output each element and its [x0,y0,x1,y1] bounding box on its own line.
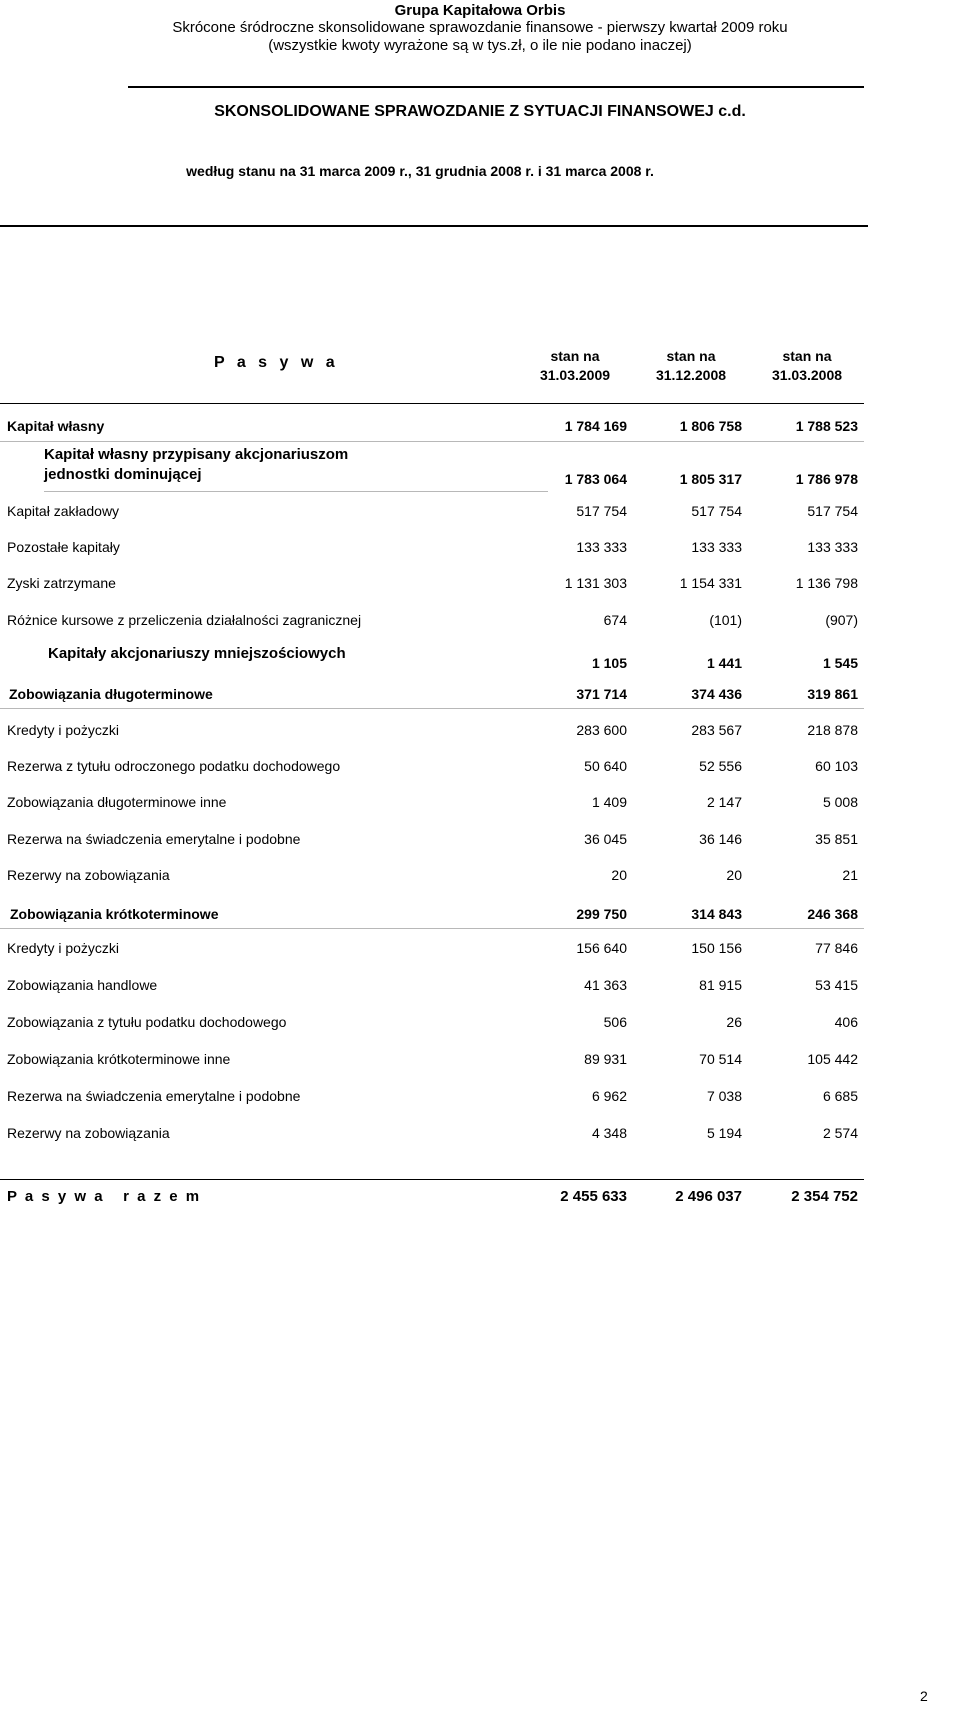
table-row [0,831,860,851]
row-label: Zobowiązania długoterminowe inne [7,794,227,810]
row-value-2008-12: 2 496 037 [675,1188,742,1205]
row-value-2008-12: 70 514 [699,1051,742,1067]
row-value-2009-03: 36 045 [584,831,627,847]
row-value-2008-12: 36 146 [699,831,742,847]
row-value-2009-03: 6 962 [591,1088,627,1104]
row-value-2008-03: 1 136 798 [795,575,858,591]
row-label-line2: jednostki dominującej [44,466,202,483]
row-value-2009-03: 517 754 [576,503,627,519]
table-row [0,977,860,997]
table-row [0,575,860,595]
row-value-2008-12: (101) [709,612,742,628]
column-header-2-line1: stan na [666,348,716,364]
row-value-2008-03: 319 861 [807,686,858,702]
row-value-2008-12: 1 154 331 [679,575,742,591]
row-label: Rezerwa z tytułu odroczonego podatku dochodowego [7,758,341,774]
row-value-2009-03: 4 348 [591,1125,627,1141]
row-value-2009-03: 1 784 169 [564,418,627,434]
table-row [0,686,860,706]
column-header-1-line2: 31.03.2009 [539,367,611,383]
column-header-3-line2: 31.03.2008 [771,367,843,383]
row-value-2008-03: 53 415 [815,977,858,993]
header-rule [128,86,864,88]
row-label: Pozostałe kapitały [7,539,120,555]
table-row [0,612,860,632]
row-label: Różnice kursowe z przeliczenia działalności zagranicznej [7,612,362,628]
column-header-3-line1: stan na [782,348,832,364]
currency-note: (wszystkie kwoty wyrażone są w tys.zł, o ile nie podano inaczej) [268,37,692,54]
row-value-2008-12: 1 805 317 [679,471,742,487]
row-value-2009-03: 2 455 633 [560,1188,627,1205]
column-header-1 [520,347,630,385]
row-value-2008-03: 5 008 [822,794,858,810]
row-value-2008-03: 2 574 [822,1125,858,1141]
column-header-3 [752,347,862,385]
table-row [0,645,860,685]
table-row [0,722,860,742]
row-value-2008-03: 406 [834,1014,858,1030]
table-row [0,906,860,926]
row-value-2009-03: 299 750 [576,906,627,922]
table-row-total [0,1188,860,1208]
row-value-2008-12: 283 567 [691,722,742,738]
statement-subtitle: według stanu na 31 marca 2009 r., 31 grudnia 2008 r. i 31 marca 2008 r. [186,163,654,179]
row-value-2008-12: 2 147 [706,794,742,810]
row-value-2008-03: 1 545 [822,655,858,671]
row-value-2008-03: 1 788 523 [795,418,858,434]
row-label: Zobowiązania krótkoterminowe inne [7,1051,231,1067]
row-label: Kapitały akcjonariuszy mniejszościowych [48,645,346,662]
row-value-2009-03: 1 783 064 [564,471,627,487]
table-row [0,758,860,778]
row-value-2009-03: 156 640 [576,940,627,956]
title-rule [0,225,868,227]
row-label: Zobowiązania długoterminowe [9,686,213,702]
row-value-2009-03: 1 409 [591,794,627,810]
table-row [0,794,860,814]
column-header-1-line1: stan na [550,348,600,364]
column-header-2-line2: 31.12.2008 [655,367,727,383]
row-value-2008-12: 1 441 [706,655,742,671]
table-row [0,1051,860,1071]
row-value-2008-12: 26 [726,1014,742,1030]
row-value-2008-03: 105 442 [807,1051,858,1067]
row-label: Kredyty i pożyczki [7,940,120,956]
row-label [44,445,348,485]
table-row [0,418,860,438]
row-value-2009-03: 1 105 [591,655,627,671]
row-label-line1: Kapitał własny przypisany akcjonariuszom [44,446,349,463]
row-value-2008-12: 150 156 [691,940,742,956]
table-row [0,503,860,523]
row-value-2009-03: 371 714 [576,686,627,702]
row-value-2008-03: 246 368 [807,906,858,922]
row-label: Rezerwa na świadczenia emerytalne i podobne [7,831,301,847]
row-label: Zyski zatrzymane [7,575,116,591]
row-value-2008-03: 21 [842,867,858,883]
page-number: 2 [920,1688,928,1704]
table-row [0,445,860,485]
table-row [0,867,860,887]
row-value-2008-03: 77 846 [815,940,858,956]
row-value-2008-12: 52 556 [699,758,742,774]
section-label-pasywa: P a s y w a [214,354,339,371]
table-header-rule [0,403,864,404]
row-value-2008-12: 517 754 [691,503,742,519]
total-rule [0,1179,864,1180]
row-value-2008-12: 81 915 [699,977,742,993]
row-value-2009-03: 506 [603,1014,627,1030]
row-value-2009-03: 1 131 303 [564,575,627,591]
row-divider [0,708,864,709]
company-name: Grupa Kapitałowa Orbis [394,2,566,19]
row-value-2008-12: 7 038 [706,1088,742,1104]
row-value-2008-12: 5 194 [706,1125,742,1141]
report-title: Skrócone śródroczne skonsolidowane sprawozdanie finansowe - pierwszy kwartał 2009 roku [172,19,788,36]
row-value-2008-03: 218 878 [807,722,858,738]
table-row [0,1014,860,1034]
row-value-2008-03: 2 354 752 [791,1188,858,1205]
row-value-2009-03: 674 [603,612,627,628]
row-label: Kapitał własny [7,418,105,434]
row-value-2008-12: 20 [726,867,742,883]
column-header-2 [636,347,746,385]
row-value-2008-03: 517 754 [807,503,858,519]
row-value-2008-12: 374 436 [691,686,742,702]
table-row [0,539,860,559]
row-label: Rezerwa na świadczenia emerytalne i podobne [7,1088,301,1104]
row-value-2008-03: 35 851 [815,831,858,847]
row-label: Zobowiązania krótkoterminowe [10,906,219,922]
row-value-2008-12: 1 806 758 [679,418,742,434]
table-row [0,1125,860,1145]
table-row [0,940,860,960]
row-value-2008-03: 6 685 [822,1088,858,1104]
row-value-2008-03: 1 786 978 [795,471,858,487]
row-value-2009-03: 20 [611,867,627,883]
row-divider [0,441,864,442]
row-label: Rezerwy na zobowiązania [7,1125,170,1141]
row-value-2009-03: 283 600 [576,722,627,738]
row-value-2008-03: (907) [825,612,858,628]
row-value-2008-12: 133 333 [691,539,742,555]
row-label: Zobowiązania z tytułu podatku dochodowego [7,1014,287,1030]
row-value-2009-03: 89 931 [584,1051,627,1067]
statement-title: SKONSOLIDOWANE SPRAWOZDANIE Z SYTUACJI FINANSOWEJ c.d. [214,103,746,120]
row-value-2009-03: 133 333 [576,539,627,555]
row-label: Zobowiązania handlowe [7,977,158,993]
row-value-2008-03: 60 103 [815,758,858,774]
row-value-2008-12: 314 843 [691,906,742,922]
row-label: Kapitał zakładowy [7,503,120,519]
table-row [0,1088,860,1108]
row-value-2008-03: 133 333 [807,539,858,555]
row-divider [44,491,548,492]
row-value-2009-03: 41 363 [584,977,627,993]
row-label: P a s y w a r a z e m [7,1188,202,1205]
row-value-2009-03: 50 640 [584,758,627,774]
row-label: Rezerwy na zobowiązania [7,867,170,883]
row-label: Kredyty i pożyczki [7,722,120,738]
row-divider [0,928,864,929]
